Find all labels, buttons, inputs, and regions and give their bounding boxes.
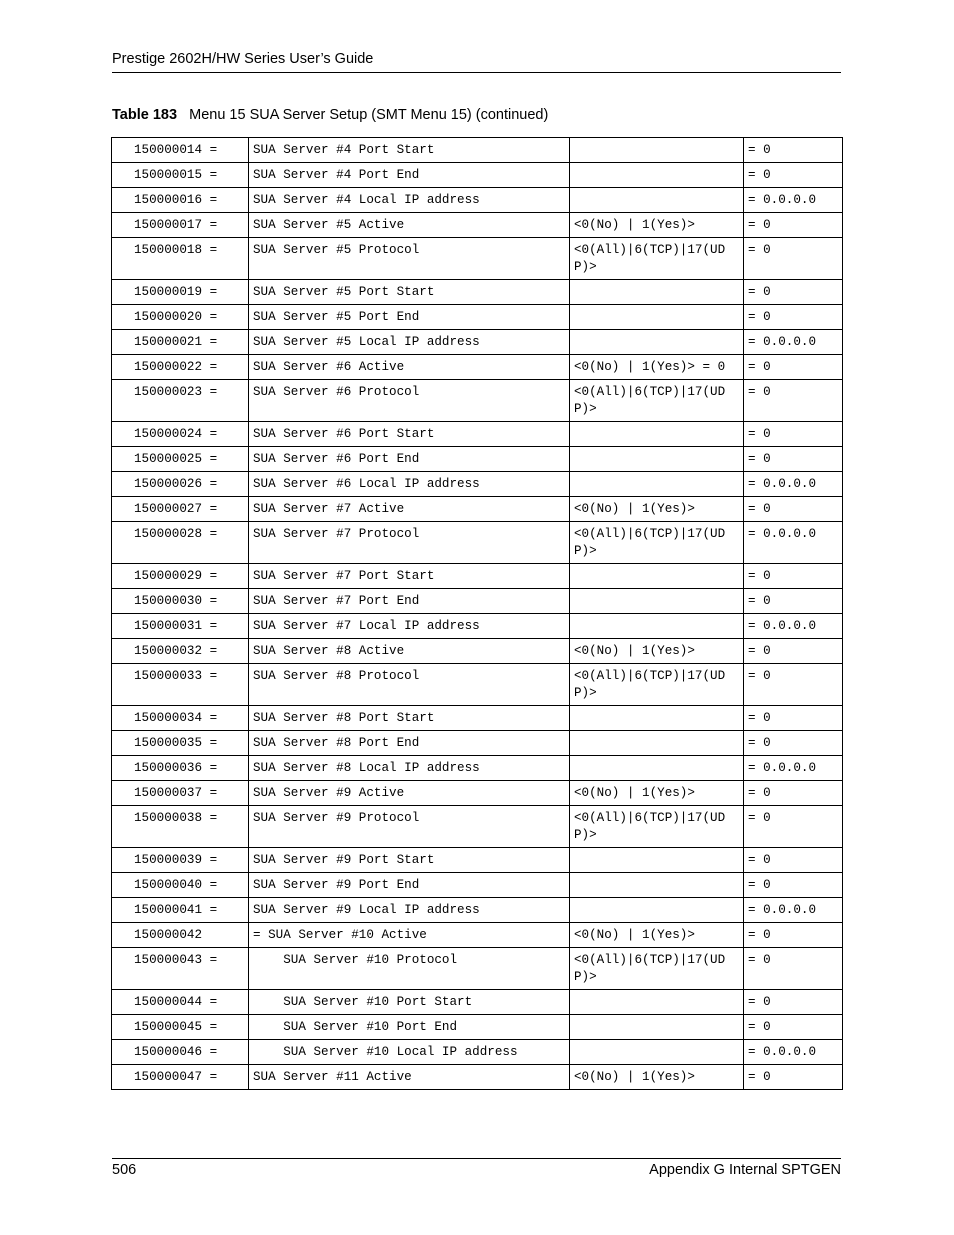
field-id-cell: 150000022 = [112, 355, 249, 380]
allowed-values-cell [570, 447, 744, 472]
table-row [112, 280, 843, 305]
table-row [112, 305, 843, 330]
field-id-cell: 150000041 = [112, 898, 249, 923]
table-row [112, 355, 843, 380]
table-row [112, 564, 843, 589]
default-value-cell: = 0 [744, 806, 843, 848]
field-id-cell: 150000035 = [112, 731, 249, 756]
field-name-cell: SUA Server #7 Port Start [249, 564, 570, 589]
default-value-cell: = 0 [744, 664, 843, 706]
allowed-values-cell [570, 756, 744, 781]
table-row [112, 898, 843, 923]
table-row [112, 589, 843, 614]
field-name-cell: SUA Server #6 Protocol [249, 380, 570, 422]
field-name-cell: SUA Server #5 Port End [249, 305, 570, 330]
default-value-cell: = 0 [744, 380, 843, 422]
default-value-cell: = 0 [744, 138, 843, 163]
table-row [112, 188, 843, 213]
field-id-cell: 150000018 = [112, 238, 249, 280]
allowed-values-cell [570, 990, 744, 1015]
table-row [112, 731, 843, 756]
page-number: 506 [112, 1162, 137, 1178]
allowed-values-cell: <0(All)|6(TCP)|17(UDP)> [570, 664, 744, 706]
field-name-cell: SUA Server #8 Protocol [249, 664, 570, 706]
field-id-cell: 150000046 = [112, 1040, 249, 1065]
allowed-values-cell: <0(No) | 1(Yes)> [570, 781, 744, 806]
allowed-values-cell [570, 330, 744, 355]
field-name-cell: SUA Server #5 Local IP address [249, 330, 570, 355]
field-id-cell: 150000025 = [112, 447, 249, 472]
field-id-cell: 150000038 = [112, 806, 249, 848]
table-row [112, 848, 843, 873]
allowed-values-cell: <0(No) | 1(Yes)> [570, 639, 744, 664]
allowed-values-cell: <0(No) | 1(Yes)> [570, 1065, 744, 1090]
default-value-cell: = 0 [744, 848, 843, 873]
default-value-cell: = 0.0.0.0 [744, 756, 843, 781]
allowed-values-cell: <0(No) | 1(Yes)> = 0 [570, 355, 744, 380]
allowed-values-cell [570, 472, 744, 497]
field-id-cell: 150000034 = [112, 706, 249, 731]
table-row [112, 447, 843, 472]
field-name-cell: SUA Server #10 Protocol [249, 948, 570, 990]
field-id-cell: 150000033 = [112, 664, 249, 706]
table-row [112, 781, 843, 806]
field-name-cell: SUA Server #8 Local IP address [249, 756, 570, 781]
allowed-values-cell [570, 138, 744, 163]
allowed-values-cell [570, 564, 744, 589]
field-id-cell: 150000017 = [112, 213, 249, 238]
field-id-cell: 150000047 = [112, 1065, 249, 1090]
field-id-cell: 150000043 = [112, 948, 249, 990]
field-id-cell: 150000039 = [112, 848, 249, 873]
allowed-values-cell: <0(All)|6(TCP)|17(UDP)> [570, 238, 744, 280]
table-number: Table 183 [112, 107, 178, 123]
default-value-cell: = 0.0.0.0 [744, 330, 843, 355]
table-row [112, 138, 843, 163]
table-row [112, 756, 843, 781]
field-id-cell: 150000019 = [112, 280, 249, 305]
field-name-cell: SUA Server #10 Port End [249, 1015, 570, 1040]
field-id-cell: 150000045 = [112, 1015, 249, 1040]
table-row [112, 948, 843, 990]
default-value-cell: = 0 [744, 781, 843, 806]
default-value-cell: = 0 [744, 990, 843, 1015]
field-name-cell: SUA Server #10 Port Start [249, 990, 570, 1015]
default-value-cell: = 0 [744, 355, 843, 380]
field-id-cell: 150000028 = [112, 522, 249, 564]
field-name-cell: SUA Server #9 Active [249, 781, 570, 806]
table-row [112, 706, 843, 731]
field-id-cell: 150000042 [112, 923, 249, 948]
default-value-cell: = 0 [744, 1015, 843, 1040]
allowed-values-cell: <0(No) | 1(Yes)> [570, 497, 744, 522]
table-row [112, 873, 843, 898]
field-name-cell: SUA Server #6 Port End [249, 447, 570, 472]
allowed-values-cell [570, 280, 744, 305]
field-id-cell: 150000016 = [112, 188, 249, 213]
field-id-cell: 150000032 = [112, 639, 249, 664]
default-value-cell: = 0 [744, 923, 843, 948]
field-name-cell: SUA Server #9 Port Start [249, 848, 570, 873]
field-name-cell: SUA Server #4 Local IP address [249, 188, 570, 213]
field-name-cell: SUA Server #11 Active [249, 1065, 570, 1090]
allowed-values-cell [570, 1015, 744, 1040]
default-value-cell: = 0 [744, 497, 843, 522]
field-name-cell: SUA Server #9 Local IP address [249, 898, 570, 923]
default-value-cell: = 0.0.0.0 [744, 472, 843, 497]
field-name-cell: SUA Server #10 Local IP address [249, 1040, 570, 1065]
table-caption [112, 107, 548, 123]
field-name-cell: SUA Server #6 Active [249, 355, 570, 380]
sptgen-table [111, 137, 843, 1090]
field-id-cell: 150000015 = [112, 163, 249, 188]
default-value-cell: = 0.0.0.0 [744, 614, 843, 639]
field-id-cell: 150000021 = [112, 330, 249, 355]
field-id-cell: 150000036 = [112, 756, 249, 781]
table-row [112, 990, 843, 1015]
field-name-cell: SUA Server #6 Local IP address [249, 472, 570, 497]
table-row [112, 213, 843, 238]
field-name-cell: SUA Server #5 Port Start [249, 280, 570, 305]
field-id-cell: 150000024 = [112, 422, 249, 447]
default-value-cell: = 0 [744, 213, 843, 238]
field-name-cell: SUA Server #9 Port End [249, 873, 570, 898]
allowed-values-cell: <0(All)|6(TCP)|17(UDP)> [570, 380, 744, 422]
allowed-values-cell [570, 898, 744, 923]
default-value-cell: = 0 [744, 447, 843, 472]
field-name-cell: SUA Server #8 Active [249, 639, 570, 664]
field-id-cell: 150000037 = [112, 781, 249, 806]
table-row [112, 639, 843, 664]
allowed-values-cell [570, 731, 744, 756]
table-row [112, 238, 843, 280]
field-id-cell: 150000040 = [112, 873, 249, 898]
field-id-cell: 150000029 = [112, 564, 249, 589]
table-title: Menu 15 SUA Server Setup (SMT Menu 15) (continued) [189, 107, 549, 123]
default-value-cell: = 0 [744, 731, 843, 756]
document-title: Prestige 2602H/HW Series User’s Guide [112, 51, 374, 67]
table-row [112, 497, 843, 522]
allowed-values-cell [570, 163, 744, 188]
table-row [112, 422, 843, 447]
default-value-cell: = 0 [744, 422, 843, 447]
field-name-cell: SUA Server #5 Active [249, 213, 570, 238]
allowed-values-cell [570, 188, 744, 213]
field-name-cell: SUA Server #7 Port End [249, 589, 570, 614]
allowed-values-cell: <0(All)|6(TCP)|17(UDP)> [570, 806, 744, 848]
default-value-cell: = 0.0.0.0 [744, 188, 843, 213]
field-name-cell: SUA Server #7 Protocol [249, 522, 570, 564]
field-id-cell: 150000026 = [112, 472, 249, 497]
footer-section: Appendix G Internal SPTGEN [649, 1162, 841, 1178]
default-value-cell: = 0 [744, 639, 843, 664]
default-value-cell: = 0 [744, 163, 843, 188]
field-name-cell: SUA Server #6 Port Start [249, 422, 570, 447]
table-body [112, 138, 843, 1090]
allowed-values-cell: <0(All)|6(TCP)|17(UDP)> [570, 948, 744, 990]
default-value-cell: = 0 [744, 238, 843, 280]
default-value-cell: = 0.0.0.0 [744, 898, 843, 923]
field-name-cell: SUA Server #8 Port Start [249, 706, 570, 731]
allowed-values-cell [570, 422, 744, 447]
allowed-values-cell: <0(No) | 1(Yes)> [570, 923, 744, 948]
field-id-cell: 150000044 = [112, 990, 249, 1015]
field-name-cell: SUA Server #8 Port End [249, 731, 570, 756]
table-row [112, 380, 843, 422]
table-row [112, 614, 843, 639]
default-value-cell: = 0 [744, 873, 843, 898]
allowed-values-cell [570, 614, 744, 639]
allowed-values-cell [570, 589, 744, 614]
page-header [112, 51, 841, 73]
field-id-cell: 150000023 = [112, 380, 249, 422]
field-id-cell: 150000014 = [112, 138, 249, 163]
allowed-values-cell [570, 873, 744, 898]
field-name-cell: SUA Server #9 Protocol [249, 806, 570, 848]
default-value-cell: = 0 [744, 948, 843, 990]
field-id-cell: 150000027 = [112, 497, 249, 522]
table-row [112, 806, 843, 848]
table-row [112, 330, 843, 355]
allowed-values-cell [570, 706, 744, 731]
default-value-cell: = 0.0.0.0 [744, 1040, 843, 1065]
table-row [112, 1065, 843, 1090]
default-value-cell: = 0 [744, 1065, 843, 1090]
table-row [112, 664, 843, 706]
allowed-values-cell: <0(All)|6(TCP)|17(UDP)> [570, 522, 744, 564]
default-value-cell: = 0 [744, 305, 843, 330]
allowed-values-cell: <0(No) | 1(Yes)> [570, 213, 744, 238]
table-row [112, 472, 843, 497]
table-row [112, 522, 843, 564]
field-name-cell: SUA Server #7 Local IP address [249, 614, 570, 639]
default-value-cell: = 0 [744, 589, 843, 614]
table-row [112, 923, 843, 948]
default-value-cell: = 0 [744, 564, 843, 589]
allowed-values-cell [570, 305, 744, 330]
page-footer [112, 1158, 841, 1178]
table-row [112, 163, 843, 188]
allowed-values-cell [570, 1040, 744, 1065]
table-row [112, 1040, 843, 1065]
field-id-cell: 150000020 = [112, 305, 249, 330]
field-id-cell: 150000030 = [112, 589, 249, 614]
field-name-cell: SUA Server #7 Active [249, 497, 570, 522]
allowed-values-cell [570, 848, 744, 873]
default-value-cell: = 0 [744, 706, 843, 731]
field-name-cell: SUA Server #5 Protocol [249, 238, 570, 280]
table-row [112, 1015, 843, 1040]
field-name-cell: = SUA Server #10 Active [249, 923, 570, 948]
field-name-cell: SUA Server #4 Port Start [249, 138, 570, 163]
field-name-cell: SUA Server #4 Port End [249, 163, 570, 188]
field-id-cell: 150000031 = [112, 614, 249, 639]
default-value-cell: = 0.0.0.0 [744, 522, 843, 564]
default-value-cell: = 0 [744, 280, 843, 305]
